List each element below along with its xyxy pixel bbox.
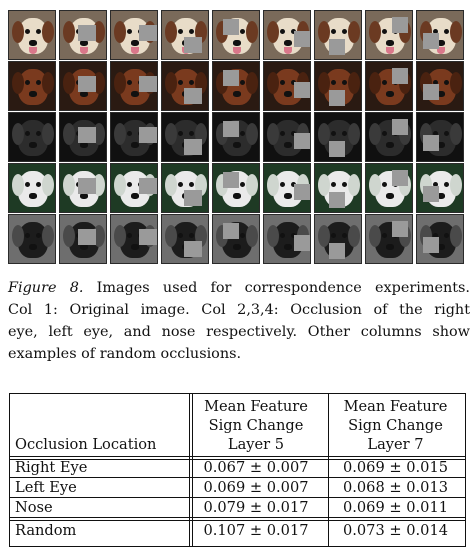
dog-image-tile xyxy=(263,214,311,264)
dog-eye xyxy=(240,182,245,187)
row-layer7: 0.069 ± 0.015 xyxy=(342,459,449,476)
dog-image-tile xyxy=(365,112,413,162)
dog-eye xyxy=(382,182,387,187)
dog-ear xyxy=(450,174,462,196)
dog-image-tile xyxy=(314,163,362,213)
dog-image-tile xyxy=(110,214,158,264)
dog-eye xyxy=(189,182,194,187)
dog-ear xyxy=(165,174,177,196)
dog-eye xyxy=(25,182,30,187)
dog-eye xyxy=(25,80,30,85)
occlusion-patch xyxy=(392,17,408,33)
header-layer7 xyxy=(326,393,465,456)
dog-ear xyxy=(369,21,381,43)
dog-tongue xyxy=(284,47,292,54)
dog-image-tile xyxy=(8,163,56,213)
dog-ear xyxy=(63,123,75,145)
dog-eye xyxy=(280,182,285,187)
dog-eye xyxy=(342,233,347,238)
occlusion-patch xyxy=(329,192,345,208)
dog-ear xyxy=(450,72,462,94)
dog-ear xyxy=(267,72,279,94)
dog-ear xyxy=(114,72,126,94)
dog-eye xyxy=(189,131,194,136)
dog-ear xyxy=(12,225,24,247)
dog-image-tile xyxy=(110,112,158,162)
occlusion-patch xyxy=(294,235,310,251)
dog-ear xyxy=(12,123,24,145)
dog-nose xyxy=(131,244,139,250)
dog-ear xyxy=(42,72,54,94)
table-row xyxy=(9,517,465,543)
dog-image-tile xyxy=(8,61,56,111)
header-layer7-line1: Mean Feature xyxy=(343,398,448,415)
dog-nose xyxy=(131,91,139,97)
image-row-dog-face-closeup xyxy=(8,10,466,60)
occlusion-patch xyxy=(423,33,439,49)
occlusion-patch xyxy=(184,37,202,53)
dog-eye xyxy=(25,131,30,136)
occlusion-patch xyxy=(78,76,96,92)
header-layer5-line3: Layer 5 xyxy=(227,436,285,453)
occlusion-patch xyxy=(329,141,345,157)
dog-nose xyxy=(386,193,394,199)
row-layer5: 0.107 ± 0.017 xyxy=(203,522,309,539)
dog-ear xyxy=(246,225,258,247)
dog-ear xyxy=(369,174,381,196)
dog-eye xyxy=(178,233,183,238)
results-table xyxy=(9,393,465,543)
dog-ear xyxy=(246,72,258,94)
dog-ear xyxy=(267,225,279,247)
dog-ear xyxy=(450,123,462,145)
dog-nose xyxy=(386,91,394,97)
dog-eye xyxy=(331,131,336,136)
dog-ear xyxy=(63,21,75,43)
dog-eye xyxy=(36,29,41,34)
dog-ear xyxy=(12,72,24,94)
occlusion-patch xyxy=(184,139,202,155)
dog-eye xyxy=(36,131,41,136)
dog-eye xyxy=(342,131,347,136)
dog-image-tile xyxy=(416,10,464,60)
occlusion-patch xyxy=(184,88,202,104)
dog-eye xyxy=(331,233,336,238)
table-header-row xyxy=(9,393,465,456)
dog-image-tile xyxy=(8,112,56,162)
dog-image-tile xyxy=(161,10,209,60)
occlusion-patch xyxy=(78,25,96,41)
dog-eye xyxy=(331,182,336,187)
dog-eye xyxy=(331,80,336,85)
dog-ear xyxy=(63,174,75,196)
dog-image-tile xyxy=(110,163,158,213)
dog-image-tile xyxy=(365,61,413,111)
dog-image-tile xyxy=(161,163,209,213)
dog-eye xyxy=(342,80,347,85)
dog-ear xyxy=(12,174,24,196)
occlusion-patch xyxy=(78,229,96,245)
dog-image-tile xyxy=(8,214,56,264)
dog-eye xyxy=(280,29,285,34)
dog-tongue xyxy=(80,47,88,54)
dog-eye xyxy=(331,29,336,34)
dog-image-tile xyxy=(365,10,413,60)
header-layer5-line1: Mean Feature xyxy=(204,398,308,415)
dog-tongue xyxy=(233,47,241,54)
dog-nose xyxy=(29,142,37,148)
dog-eye xyxy=(444,131,449,136)
row-layer5: 0.079 ± 0.017 xyxy=(203,499,309,516)
occlusion-patch xyxy=(223,172,239,188)
dog-eye xyxy=(127,233,132,238)
dog-eye xyxy=(382,131,387,136)
occlusion-patch xyxy=(223,223,239,239)
dog-ear xyxy=(369,72,381,94)
dog-ear xyxy=(450,225,462,247)
row-layer5: 0.069 ± 0.007 xyxy=(203,479,309,496)
dog-nose xyxy=(233,142,241,148)
occlusion-patch xyxy=(294,133,310,149)
dog-image-tile xyxy=(314,214,362,264)
dog-eye xyxy=(25,29,30,34)
dog-image-tile xyxy=(161,112,209,162)
dog-ear xyxy=(369,225,381,247)
occlusion-patch xyxy=(392,119,408,135)
occlusion-patch xyxy=(329,90,345,106)
dog-eye xyxy=(444,233,449,238)
image-row-black-dog-dark xyxy=(8,112,466,162)
dog-eye xyxy=(382,29,387,34)
dog-tongue xyxy=(131,47,139,54)
dog-image-tile xyxy=(263,163,311,213)
caption-line-3: eye, left eye, and nose respectively. Other columns show xyxy=(8,324,470,340)
header-layer7-line3: Layer 7 xyxy=(367,436,424,453)
dog-ear xyxy=(114,174,126,196)
dog-eye xyxy=(178,29,183,34)
dog-eye xyxy=(178,182,183,187)
dog-nose xyxy=(29,193,37,199)
dog-eye xyxy=(444,29,449,34)
row-location: Right Eye xyxy=(15,459,88,476)
dog-ear xyxy=(42,174,54,196)
dog-eye xyxy=(444,182,449,187)
dog-eye xyxy=(280,80,285,85)
dog-image-tile xyxy=(161,214,209,264)
dog-ear xyxy=(369,123,381,145)
dog-image-tile xyxy=(212,10,260,60)
header-layer5-line2: Sign Change xyxy=(208,417,304,434)
row-location: Left Eye xyxy=(15,479,77,496)
occlusion-patch xyxy=(223,70,239,86)
dog-ear xyxy=(267,123,279,145)
dog-ear xyxy=(114,123,126,145)
dog-image-tile xyxy=(110,10,158,60)
dog-eye xyxy=(25,233,30,238)
dog-image-tile xyxy=(212,214,260,264)
dog-ear xyxy=(348,225,360,247)
dog-image-tile xyxy=(263,61,311,111)
dog-eye xyxy=(36,80,41,85)
caption-line-1 xyxy=(8,277,470,299)
image-row-black-dog-lying xyxy=(8,214,466,264)
dog-image-tile xyxy=(212,112,260,162)
dog-ear xyxy=(165,123,177,145)
dog-nose xyxy=(233,244,241,250)
caption-text-1: Images used for correspondence experiments. xyxy=(96,280,470,296)
occlusion-patch xyxy=(423,135,439,151)
dog-image-tile xyxy=(314,10,362,60)
occlusion-patch xyxy=(139,76,157,92)
dog-ear xyxy=(165,21,177,43)
dog-ear xyxy=(165,225,177,247)
dog-image-tile xyxy=(59,10,107,60)
caption-label: Figure 8. xyxy=(8,280,84,296)
dog-ear xyxy=(246,174,258,196)
dog-nose xyxy=(284,40,292,46)
dog-tongue xyxy=(386,47,394,54)
dog-eye xyxy=(280,233,285,238)
dog-nose xyxy=(386,142,394,148)
occlusion-patch xyxy=(139,25,157,41)
dog-image-tile xyxy=(8,10,56,60)
dog-nose xyxy=(284,142,292,148)
dog-ear xyxy=(42,225,54,247)
dog-ear xyxy=(348,72,360,94)
dog-eye xyxy=(178,131,183,136)
image-row-white-dog xyxy=(8,163,466,213)
row-layer5: 0.067 ± 0.007 xyxy=(203,459,309,476)
occlusion-patch xyxy=(184,190,202,206)
dog-image-tile xyxy=(161,61,209,111)
dog-image-tile xyxy=(263,10,311,60)
occlusion-patch xyxy=(294,82,310,98)
table-row xyxy=(9,477,465,497)
occlusion-patch xyxy=(423,186,439,202)
dog-image-tile xyxy=(263,112,311,162)
dog-eye xyxy=(189,29,194,34)
dog-eye xyxy=(127,29,132,34)
dog-nose xyxy=(284,91,292,97)
dog-nose xyxy=(233,40,241,46)
dog-ear xyxy=(348,174,360,196)
dog-nose xyxy=(131,193,139,199)
row-layer7: 0.068 ± 0.013 xyxy=(342,479,449,496)
occlusion-patch xyxy=(78,127,96,143)
dog-nose xyxy=(284,244,292,250)
dog-eye xyxy=(127,80,132,85)
table-row xyxy=(9,456,465,477)
dog-eye xyxy=(382,233,387,238)
occlusion-patch xyxy=(392,221,408,237)
dog-eye xyxy=(127,182,132,187)
dog-eye xyxy=(189,233,194,238)
occlusion-patch xyxy=(139,127,157,143)
dog-nose xyxy=(284,193,292,199)
dog-image-tile xyxy=(212,163,260,213)
dog-image-tile xyxy=(59,112,107,162)
row-location: Nose xyxy=(15,499,53,516)
dog-tongue xyxy=(29,47,37,54)
dog-eye xyxy=(36,233,41,238)
occlusion-patch xyxy=(392,170,408,186)
dog-nose xyxy=(131,142,139,148)
occlusion-patch xyxy=(139,178,157,194)
dog-image-tile xyxy=(365,214,413,264)
dog-image-tile xyxy=(416,214,464,264)
dog-nose xyxy=(131,40,139,46)
dog-eye xyxy=(178,80,183,85)
dog-nose xyxy=(29,244,37,250)
occlusion-patch xyxy=(329,243,345,259)
occlusion-patch xyxy=(392,68,408,84)
occlusion-patch xyxy=(423,84,439,100)
dog-ear xyxy=(246,123,258,145)
dog-eye xyxy=(240,80,245,85)
dog-eye xyxy=(240,29,245,34)
dog-eye xyxy=(382,80,387,85)
dog-eye xyxy=(36,182,41,187)
occlusion-patch xyxy=(294,184,310,200)
dog-ear xyxy=(246,21,258,43)
dog-ear xyxy=(42,21,54,43)
occlusion-patch xyxy=(294,31,310,47)
dog-image-tile xyxy=(59,163,107,213)
dog-ear xyxy=(114,225,126,247)
dog-ear xyxy=(63,72,75,94)
dog-ear xyxy=(267,174,279,196)
dog-nose xyxy=(233,193,241,199)
dog-image-tile xyxy=(212,61,260,111)
dog-eye xyxy=(444,80,449,85)
dog-eye xyxy=(189,80,194,85)
occlusion-patch xyxy=(139,229,157,245)
dog-nose xyxy=(29,91,37,97)
dog-ear xyxy=(450,21,462,43)
dog-ear xyxy=(348,123,360,145)
figure-caption xyxy=(8,277,470,365)
dog-eye xyxy=(240,131,245,136)
dog-image-tile xyxy=(314,61,362,111)
occlusion-patch xyxy=(329,39,345,55)
dog-image-tile xyxy=(59,61,107,111)
caption-line-2: Col 1: Original image. Col 2,3,4: Occlusion of the right xyxy=(8,302,470,318)
dog-ear xyxy=(63,225,75,247)
header-layer5 xyxy=(186,393,326,456)
row-location: Random xyxy=(15,522,77,539)
dog-eye xyxy=(342,29,347,34)
dog-nose xyxy=(29,40,37,46)
dog-image-tile xyxy=(314,112,362,162)
dog-ear xyxy=(267,21,279,43)
occlusion-patch xyxy=(78,178,96,194)
occlusion-patch xyxy=(223,19,239,35)
occlusion-patch xyxy=(184,241,202,257)
dog-image-tile xyxy=(416,112,464,162)
dog-ear xyxy=(165,72,177,94)
image-row-brown-dog xyxy=(8,61,466,111)
table-row xyxy=(9,497,465,517)
dog-nose xyxy=(233,91,241,97)
header-location: Occlusion Location xyxy=(15,436,157,453)
figure-image-grid xyxy=(8,10,466,264)
row-layer7: 0.073 ± 0.014 xyxy=(342,522,449,539)
dog-image-tile xyxy=(416,61,464,111)
dog-image-tile xyxy=(416,163,464,213)
occlusion-patch xyxy=(423,237,439,253)
row-layer7: 0.069 ± 0.011 xyxy=(342,499,449,516)
dog-eye xyxy=(127,131,132,136)
dog-image-tile xyxy=(59,214,107,264)
dog-eye xyxy=(280,131,285,136)
dog-ear xyxy=(114,21,126,43)
dog-image-tile xyxy=(110,61,158,111)
dog-ear xyxy=(12,21,24,43)
dog-image-tile xyxy=(365,163,413,213)
dog-eye xyxy=(240,233,245,238)
occlusion-patch xyxy=(223,121,239,137)
dog-ear xyxy=(348,21,360,43)
dog-nose xyxy=(386,244,394,250)
header-layer7-line2: Sign Change xyxy=(348,417,443,434)
dog-ear xyxy=(42,123,54,145)
caption-line-4: examples of random occlusions. xyxy=(8,346,242,362)
dog-nose xyxy=(386,40,394,46)
dog-eye xyxy=(342,182,347,187)
